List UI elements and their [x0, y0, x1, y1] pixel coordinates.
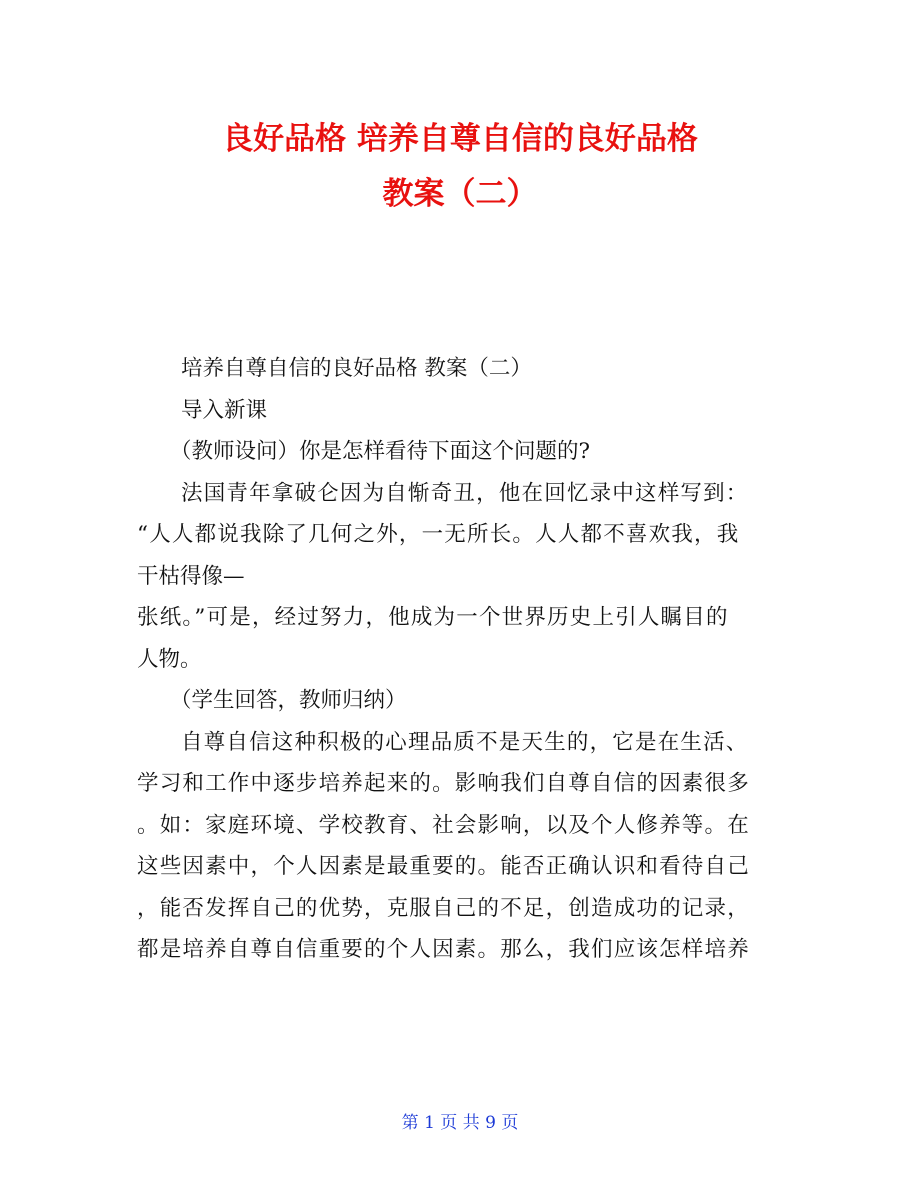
paragraph-teacher-question: （教师设问）你是怎样看待下面这个问题的?	[170, 439, 591, 464]
paragraph-text-line: “人人都说我除了几何之外，一无所长。人人都不喜欢我，我	[137, 522, 740, 547]
document-title-line-2: 教案（二）	[382, 176, 538, 212]
paragraph-text-line: 人物。	[137, 646, 202, 672]
paragraph-text-line: 法国青年拿破仑因为自惭奇丑，他在回忆录中这样写到：	[181, 480, 749, 506]
paragraph-text-line: 。如：家庭环境、学校教育、社会影响，以及个人修养等。在	[137, 812, 750, 838]
document-body	[137, 348, 787, 971]
paragraph-text-line: 自尊自信这种积极的心理品质不是天生的，它是在生活、	[181, 729, 749, 755]
paragraph-text-line: 学习和工作中逐步培养起来的。影响我们自尊自信的因素很多	[137, 771, 750, 796]
paragraph-section-heading: 导入新课	[181, 397, 268, 423]
paragraph-text-line: 这些因素中，个人因素是最重要的。能否正确认识和看待自己	[137, 854, 750, 879]
page-number-footer: 第 1 页 共 9 页	[401, 1113, 519, 1133]
paragraph-text-line: 干枯得像—	[137, 563, 245, 589]
paragraph-subtitle: 培养自尊自信的良好品格 教案（二）	[181, 356, 532, 381]
paragraph-text-line: 都是培养自尊自信重要的个人因素。那么，我们应该怎样培养	[137, 937, 750, 962]
paragraph-text-line: 张纸。”可是，经过努力，他成为一个世界历史上引人瞩目的	[137, 605, 729, 630]
paragraph-student-answer: （学生回答，教师归纳）	[170, 688, 407, 713]
document-title-line-1: 良好品格 培养自尊自信的良好品格	[222, 121, 698, 157]
paragraph-text-line: ，能否发挥自己的优势，克服自己的不足，创造成功的记录，	[137, 895, 750, 921]
